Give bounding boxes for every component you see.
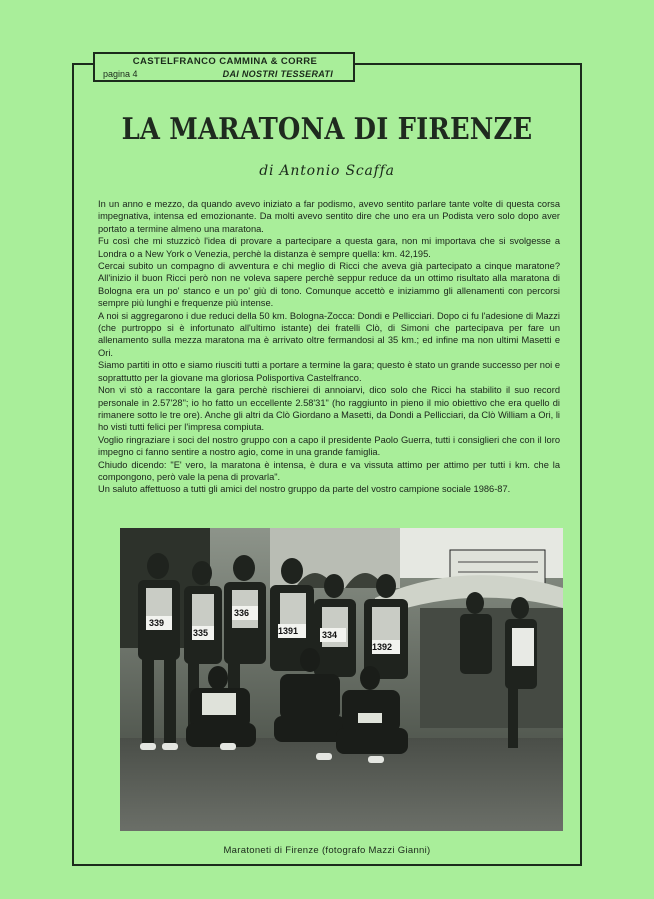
marathon-group-photo [120,528,563,831]
paragraph: Fu così che mi stuzzicò l'idea di provare a partecipare a questa gara, non mi importava che si svolgesse a Londra o a New York o Venezia, perchè la distanza è sempre quella: km. 42,195. [98,236,560,259]
publication-name: CASTELFRANCO CAMMINA & CORRE [132,56,318,67]
paragraph: Voglio ringraziare i soci del nostro gruppo con a capo il presidente Paolo Guerra, tutti i consiglieri che con il loro impegno ci fanno sentire a nostro agio, come in una grande famiglia. [98,434,560,458]
paragraph: Cercai subito un compagno di avventura e chi meglio di Ricci che aveva già partecipato a cinque maratone? All'inizio il buon Ricci però non ne voleva sapere perchè seppur reduce da un ottimo risultato alla maratona di Bologna era un po' stanco e un po' giù di tono. Comunque accettò e iniziammo gli allenamenti con percorsi sempre più lunghi e frequenze più intense. [98,261,560,309]
bib-number: 335 [193,628,209,638]
page-number: pagina 4 [103,69,138,79]
bib-number: 1392 [372,642,393,652]
bib-number: 339 [149,618,165,628]
paragraph: Siamo partiti in otto e siamo riusciti tutti a portare a termine la gara; questo è stato un grande successo per noi e soprattutto per la giovane ma gloriosa Polisportiva Castelfranco. [98,360,560,383]
article-byline: di Antonio Scaffa [259,163,395,179]
running-header [93,52,355,82]
article-title: LA MARATONA DI FIRENZE [121,112,533,147]
photo-caption: Maratoneti di Firenze (fotografo Mazzi Gianni) [223,845,431,856]
paragraph: In un anno e mezzo, da quando avevo iniziato a far podismo, avevo sentito parlare tante volte di questa corsa impegnativa, intensa ed emozionante. Da molti avevo sentito dire che uno era un Podista vero solo dopo aver portato a termine almeno una maratona. [98,199,560,234]
article-body [98,198,560,496]
paragraph: Chiudo dicendo: "E' vero, la maratona è intensa, è dura e va vissuta attimo per attimo per tutti i km. che la compongono, però vale la pena di provarla". [98,459,560,482]
bib-number: 1391 [278,626,299,636]
paragraph: Non vi stò a raccontare la gara perchè rischierei di annoiarvi, dico solo che Ricci ha stabilito il suo record personale in 2.57'28"; io ho fatto un eccellente 2.58'31" (ho raggiunto in pieno il mio obiettivo che era quello di rimanere sotto le tre ore). Anche gli altri da Clò Giordano a Masetti, da Dondi a Pellicciari, da Clò William a Ori, li ho visti tutti felici per l'impresa compiuta. [98,385,560,433]
bib-number: 336 [234,608,250,618]
paragraph: A noi si aggregarono i due reduci della 50 km. Bologna-Zocca: Dondi e Pellicciari. Dopo ci fu l'adesione di Mazzi (che purtroppo si è infortunato all'ultimo istante) dei fratelli Clò, di Simoni che partecipava per fare un allenamento sulla mezza maratona ma è arrivato oltre fermandosi al 35 km.; ed infine ma non ultimi Masetti e Ori. [98,310,560,358]
paragraph: Un saluto affettuoso a tutti gli amici del nostro gruppo da parte del vostro campione sociale 1986-87. [98,484,511,495]
section-name: DAI NOSTRI TESSERATI [222,69,333,79]
bib-number: 334 [322,630,338,640]
